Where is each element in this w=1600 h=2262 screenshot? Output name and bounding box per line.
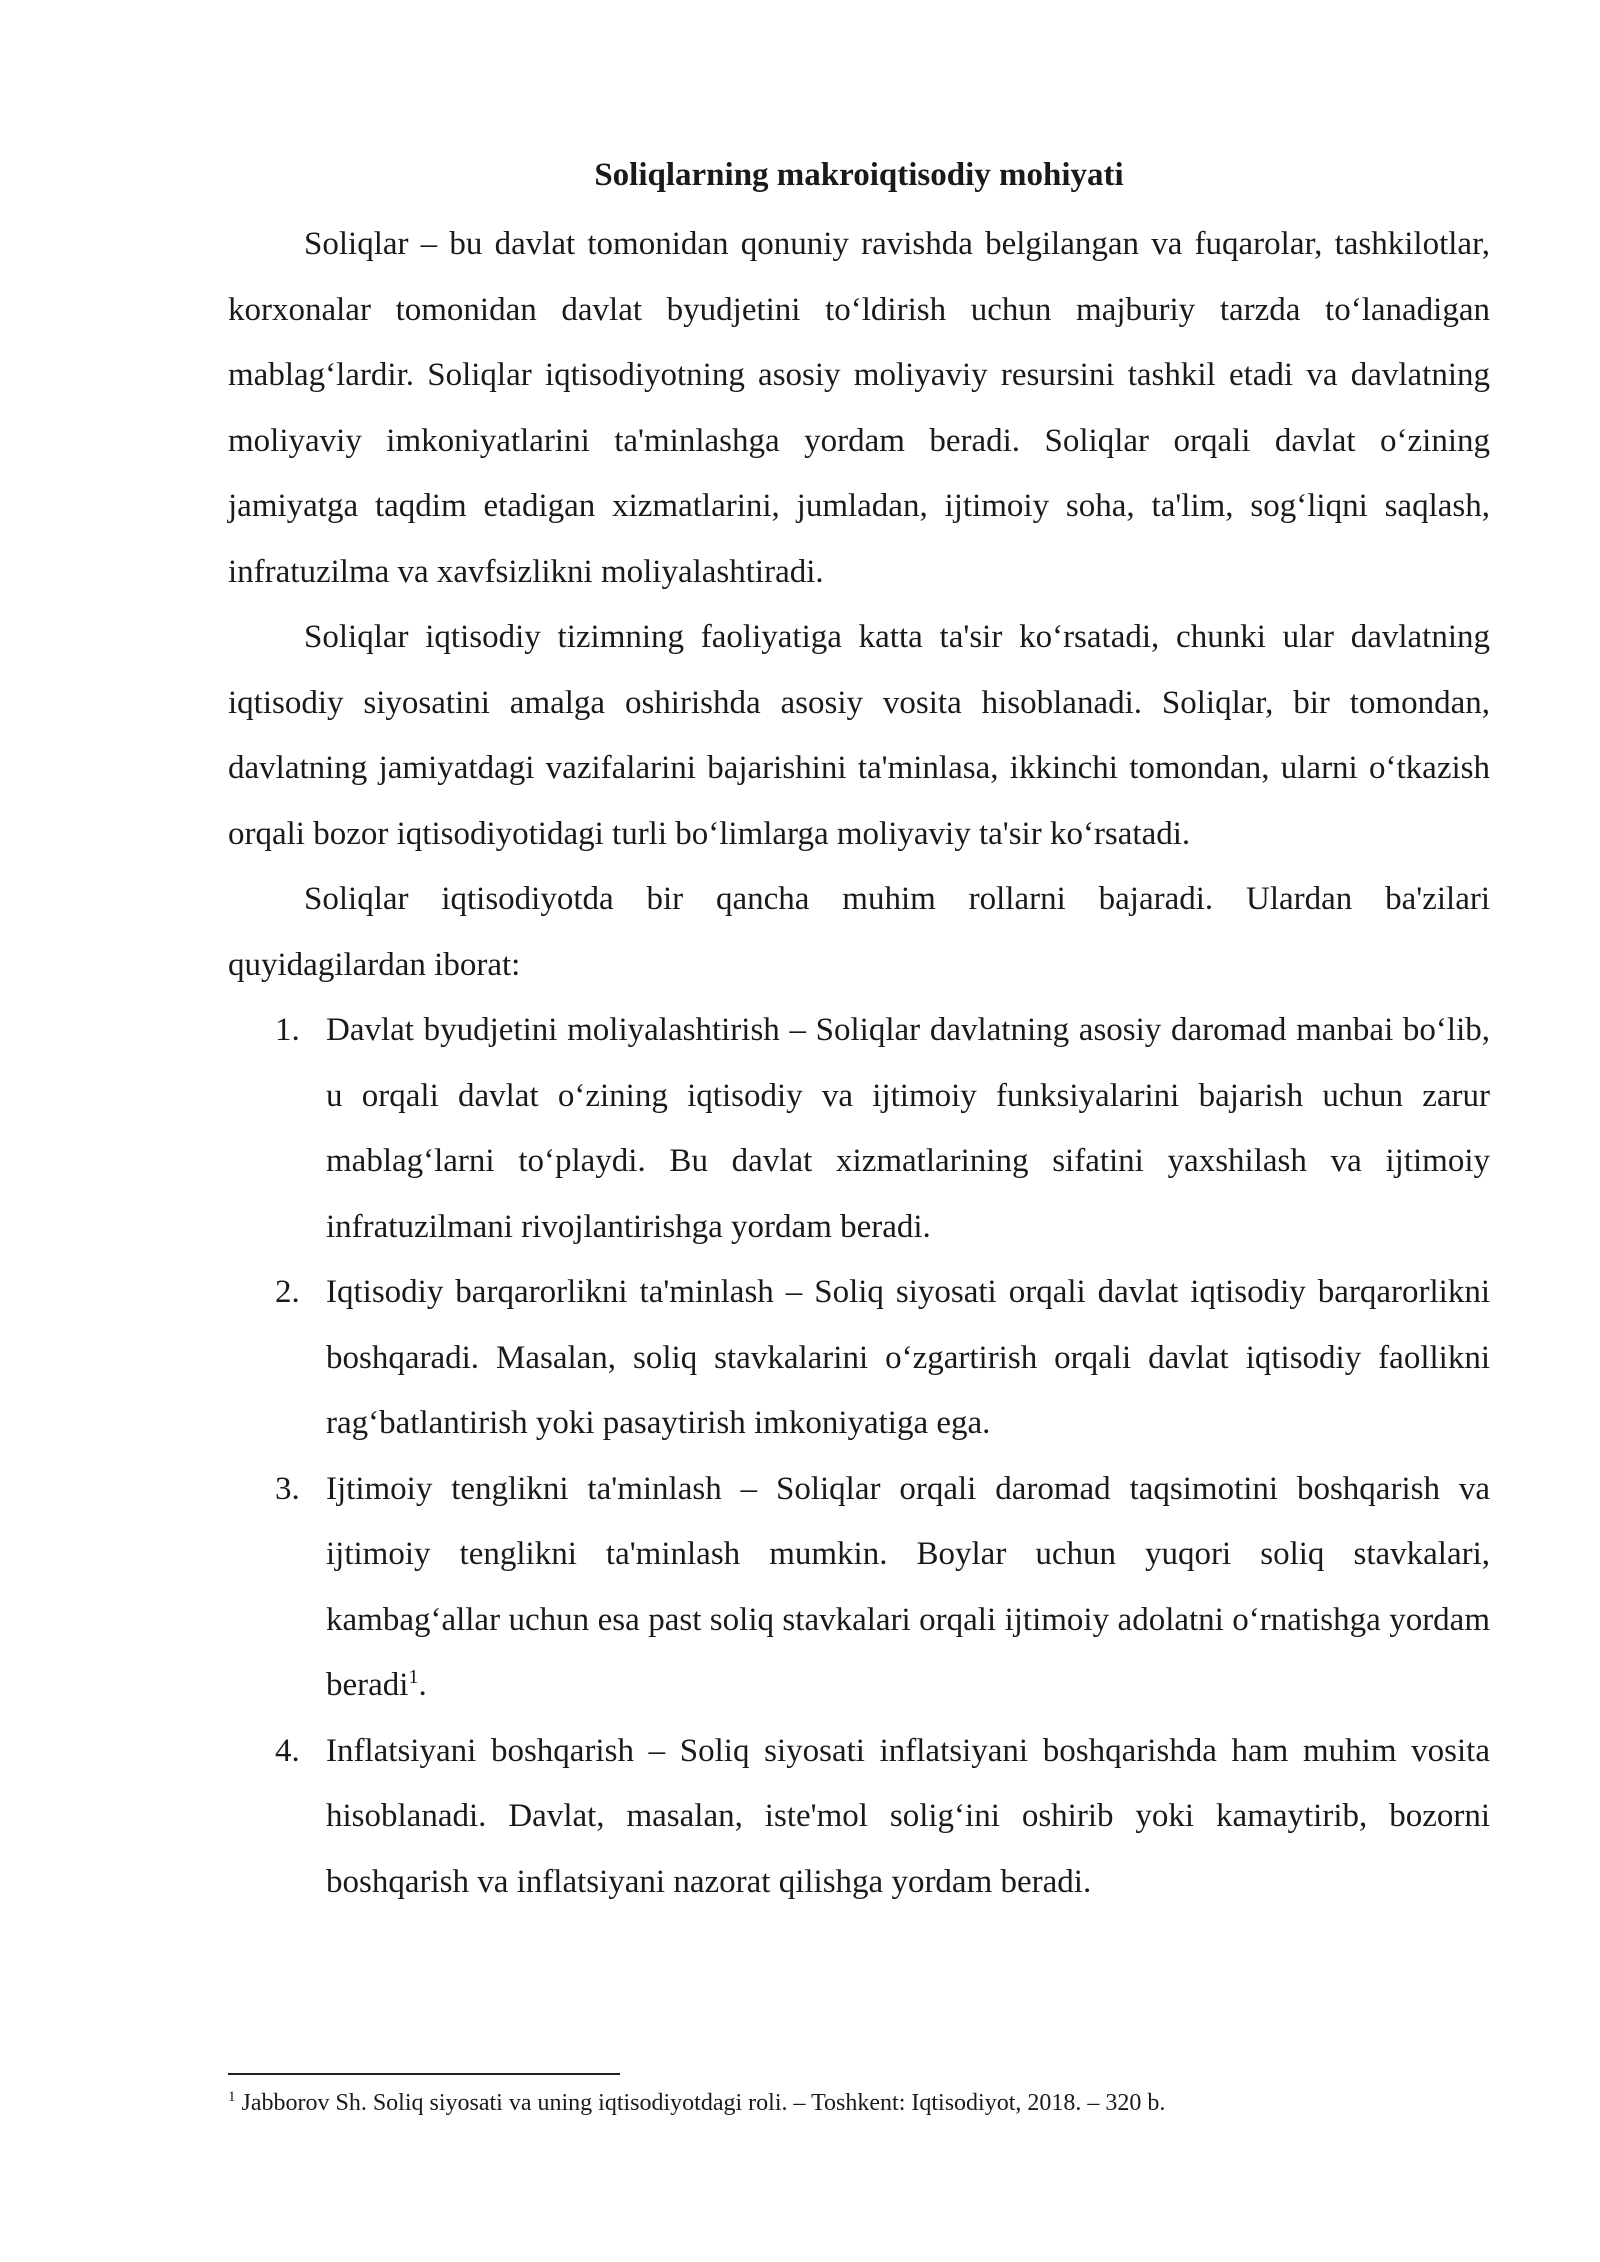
page-title: Soliqlarning makroiqtisodiy mohiyati: [594, 157, 1124, 193]
footnote-reference[interactable]: 1: [408, 1666, 419, 1688]
list-item-number: 1.: [275, 1012, 300, 1048]
list-item: [228, 1719, 1490, 1916]
list-item-text: Iqtisodiy barqarorlikni ta'minlash – Soliq siyosati orqali davlat iqtisodiy barqarorlikni boshqaradi. Masalan, soliq stavkalarini o‘zgartirish orqali davlat iqtisodiy faollikni rag‘batlantirish yoki pasaytirish imkoniyatiga ega.: [326, 1274, 1490, 1441]
list-item: [228, 1260, 1490, 1457]
list-item-number: 2.: [275, 1274, 300, 1310]
list-item-number: 4.: [275, 1732, 300, 1769]
list-item-text: Davlat byudjetini moliyalashtirish – Soliqlar davlatning asosiy daromad manbai bo‘lib, u orqali davlat o‘zining iqtisodiy va ijtimoiy funksiyalarini bajarish uchun zarur mablag‘larni to‘playdi. Bu davlat xizmatlarining sifatini yaxshilash va ijtimoiy infratuzilmani rivojlantirishga yordam beradi.: [326, 1012, 1490, 1245]
list-item: [228, 1457, 1490, 1719]
list-item-text: Inflatsiyani boshqarish – Soliq siyosati inflatsiyani boshqarishda ham muhim vosita hisoblanadi. Davlat, masalan, iste'mol solig‘ini oshirib yoki kamaytirib, bozorni boshqarish va inflatsiyani nazorat qilishga yordam beradi.: [326, 1732, 1490, 1900]
list-item-text: Ijtimoiy tenglikni ta'minlash – Soliqlar orqali daromad taqsimotini boshqarish va ijtimoiy tenglikni ta'minlash mumkin. Boylar uchun yuqori soliq stavkalari, kambag‘allar uchun esa past soliq stavkalari orqali ijtimoiy adolatni o‘rnatishga yordam beradi: [326, 1470, 1490, 1703]
footnote: [228, 2086, 1490, 2120]
roles-list: [228, 998, 1490, 1915]
document-page: [228, 150, 1490, 1915]
list-item: [228, 998, 1490, 1260]
footnote-divider: [228, 2073, 620, 2075]
paragraph-3: Soliqlar iqtisodiyotda bir qancha muhim rollarni bajaradi. Ulardan ba'zilari quyidagilardan iborat:: [228, 881, 1490, 983]
list-item-number: 3.: [275, 1470, 300, 1507]
footnote-text: Jabborov Sh. Soliq siyosati va uning iqtisodiyotdagi roli. – Toshkent: Iqtisodiyot, 2018. – 320 b.: [241, 2090, 1166, 2116]
footnote-mark: 1: [228, 2089, 236, 2105]
list-item-tail: .: [418, 1667, 427, 1703]
paragraph-2: Soliqlar iqtisodiy tizimning faoliyatiga katta ta'sir ko‘rsatadi, chunki ular davlatning iqtisodiy siyosatini amalga oshirishda asosiy vosita hisoblanadi. Soliqlar, bir tomondan, davlatning jamiyatdagi vazifalarini bajarishini ta'minlasa, ikkinchi tomondan, ularni o‘tkazish orqali bozor iqtisodiyotidagi turli bo‘limlarga moliyaviy ta'sir ko‘rsatadi.: [228, 619, 1490, 852]
paragraph-1: Soliqlar – bu davlat tomonidan qonuniy ravishda belgilangan va fuqarolar, tashkilotlar, korxonalar tomonidan davlat byudjetini to‘ldirish uchun majburiy tarzda to‘lanadigan mablag‘lardir. Soliqlar iqtisodiyotning asosiy moliyaviy resursini tashkil etadi va davlatning moliyaviy imkoniyatlarini ta'minlashga yordam beradi. Soliqlar orqali davlat o‘zining jamiyatga taqdim etadigan xizmatlarini, jumladan, ijtimoiy soha, ta'lim, sog‘liqni saqlash, infratuzilma va xavfsizlikni moliyalashtiradi.: [228, 226, 1490, 590]
